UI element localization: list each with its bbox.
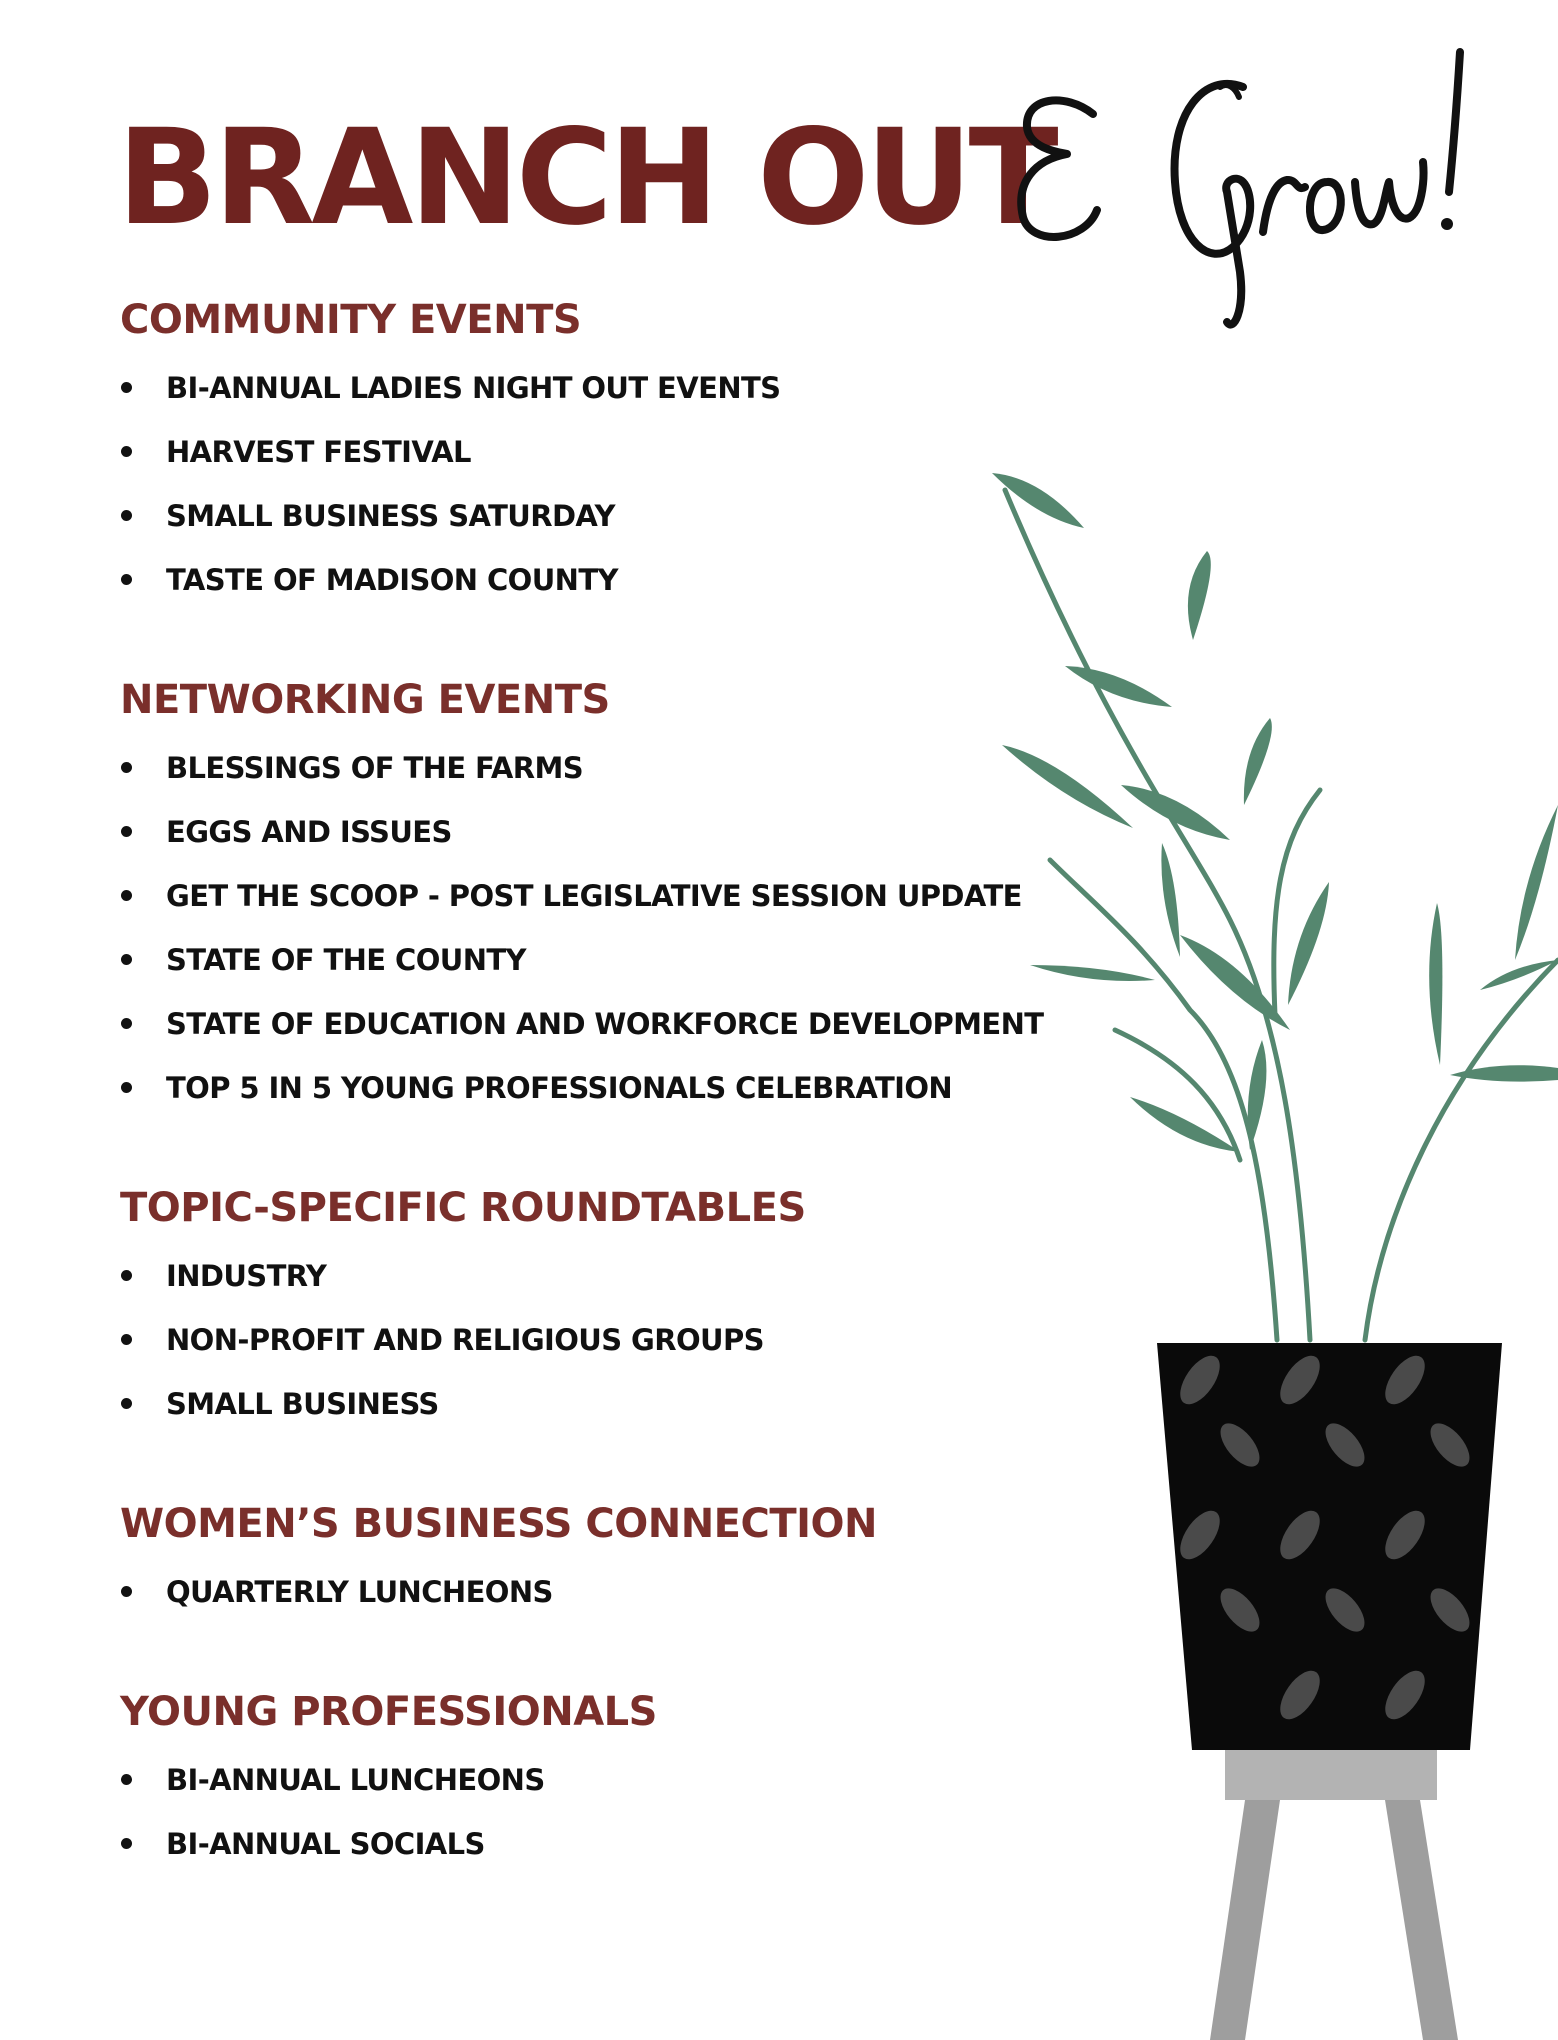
bullet-icon [121,382,132,393]
list-item-label: TASTE OF MADISON COUNTY [166,563,618,597]
bullet-icon [121,890,132,901]
section-heading: COMMUNITY EVENTS [120,297,582,343]
list-item-label: BI-ANNUAL SOCIALS [166,1827,485,1861]
bullet-icon [121,1082,132,1093]
list-item [120,356,1120,420]
potted-plant-icon [940,460,1558,2040]
bullet-icon [121,1838,132,1849]
list-item-label: SMALL BUSINESS SATURDAY [166,499,615,533]
list-item-label: STATE OF THE COUNTY [166,943,526,977]
bullet-icon [121,1334,132,1345]
list-item-label: SMALL BUSINESS [166,1387,439,1421]
bullet-icon [121,1270,132,1281]
bullet-icon [121,574,132,585]
list-item-label: BLESSINGS OF THE FARMS [166,751,584,785]
bullet-icon [121,1774,132,1785]
list-item-label: HARVEST FESTIVAL [166,435,471,469]
bullet-icon [121,510,132,521]
bullet-icon [121,1398,132,1409]
bullet-icon [121,826,132,837]
list-item-label: EGGS AND ISSUES [166,815,452,849]
section-heading: TOPIC-SPECIFIC ROUNDTABLES [120,1185,806,1231]
list-item-label: QUARTERLY LUNCHEONS [166,1575,553,1609]
list-item-label: BI-ANNUAL LUNCHEONS [166,1763,545,1797]
bullet-icon [121,1586,132,1597]
list-item-label: INDUSTRY [166,1259,327,1293]
section-heading: WOMEN’S BUSINESS CONNECTION [120,1501,878,1547]
list-item-label: GET THE SCOOP - POST LEGISLATIVE SESSION UPDATE [166,879,1022,913]
section-heading: NETWORKING EVENTS [120,677,610,723]
bullet-icon [121,762,132,773]
list-item-label: BI-ANNUAL LADIES NIGHT OUT EVENTS [166,371,781,405]
bullet-icon [121,1018,132,1029]
bullet-icon [121,446,132,457]
bullet-icon [121,954,132,965]
list-item-label: STATE OF EDUCATION AND WORKFORCE DEVELOPMENT [166,1007,1044,1041]
page-title: BRANCH OUT [117,101,1055,255]
potted-plant-illustration [940,460,1558,2040]
list-item-label: TOP 5 IN 5 YOUNG PROFESSIONALS CELEBRATION [166,1071,953,1105]
list-item-label: NON-PROFIT AND RELIGIOUS GROUPS [166,1323,764,1357]
section-heading: YOUNG PROFESSIONALS [120,1689,657,1735]
